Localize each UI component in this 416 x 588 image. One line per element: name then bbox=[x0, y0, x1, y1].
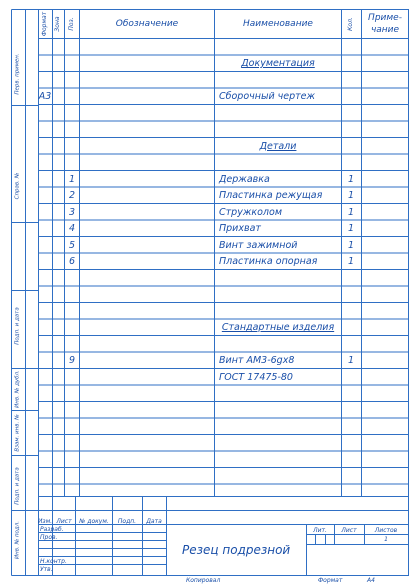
row-name: Пластинка опорная bbox=[219, 256, 318, 267]
row-pos: 2 bbox=[68, 190, 76, 201]
tb-role-developer: Разраб. bbox=[40, 526, 64, 533]
row-name: Винт зажимной bbox=[219, 239, 298, 251]
side-label-reference-no: Справ. № bbox=[14, 172, 21, 200]
row-qty: 1 bbox=[347, 355, 355, 366]
tb-header-sign: Подп. bbox=[117, 518, 137, 525]
row-format: А3 bbox=[38, 91, 52, 102]
footer-format-label: Формат bbox=[318, 577, 343, 584]
footer-copied: Копировал bbox=[186, 577, 221, 584]
header-designation: Обозначение bbox=[115, 19, 179, 29]
header-note-line1: Приме- bbox=[368, 13, 402, 23]
row-pos: 5 bbox=[68, 239, 76, 251]
row-name: Державка bbox=[219, 173, 270, 185]
header-format: Формат bbox=[41, 11, 48, 37]
header-qty: Кол. bbox=[347, 17, 354, 31]
row-qty: 1 bbox=[347, 206, 355, 218]
tb-header-date: Дата bbox=[146, 518, 162, 525]
header-zone: Зона bbox=[54, 16, 61, 32]
row-pos: 1 bbox=[68, 173, 76, 185]
tb-sheets-label: Листов bbox=[374, 527, 398, 534]
tb-header-doc-no: № докум. bbox=[79, 518, 109, 525]
row-name: Стружколом bbox=[219, 206, 282, 218]
section-heading: Документация bbox=[241, 58, 315, 69]
row-qty: 1 bbox=[347, 173, 355, 185]
row-pos: 4 bbox=[68, 223, 76, 234]
section-heading: Стандартные изделия bbox=[221, 322, 335, 333]
tb-header-sheet: Лист bbox=[56, 518, 72, 525]
header-note-line2: чание bbox=[370, 25, 400, 35]
tb-lit-label: Лит. bbox=[313, 527, 327, 534]
row-name: Прихват bbox=[219, 223, 261, 234]
side-label-orig-inv-no: Инв. № подл. bbox=[14, 521, 21, 559]
tb-sheets-value: 1 bbox=[384, 536, 388, 543]
header-pos: Поз. bbox=[68, 17, 75, 31]
tb-role-approved: Утв. bbox=[40, 566, 53, 573]
side-label-sign-date-1: Подп. и дата bbox=[14, 307, 21, 345]
row-name: Пластинка режущая bbox=[219, 190, 323, 201]
tb-role-norm-control: Н.контр. bbox=[40, 558, 67, 565]
header-name: Наименование bbox=[243, 19, 313, 29]
drawing-title: Резец подрезной bbox=[182, 543, 291, 557]
row-qty: 1 bbox=[347, 239, 355, 251]
footer-format-value: А4 bbox=[367, 577, 375, 584]
row-qty: 1 bbox=[347, 190, 355, 201]
row-qty: 1 bbox=[347, 223, 355, 234]
side-label-replace-inv-no: Взам. инв. № bbox=[14, 414, 21, 452]
row-pos: 3 bbox=[68, 206, 76, 218]
section-heading: Детали bbox=[259, 140, 297, 152]
row-name: Винт АМ3-6gх8 bbox=[219, 355, 295, 366]
tb-role-checker: Пров. bbox=[40, 534, 58, 541]
row-name: Сборочный чертеж bbox=[219, 91, 316, 102]
tb-header-change: Изм. bbox=[37, 518, 53, 525]
row-name: ГОСТ 17475-80 bbox=[219, 371, 293, 383]
row-pos: 9 bbox=[68, 355, 76, 366]
side-label-first-use: Перв. примен. bbox=[14, 53, 21, 95]
side-label-sign-date-2: Подп. и дата bbox=[14, 467, 21, 505]
tb-sheet-label: Лист bbox=[341, 527, 357, 534]
row-pos: 6 bbox=[68, 256, 76, 267]
row-qty: 1 bbox=[347, 256, 355, 267]
side-label-dup-inv-no: Инв. № дубл. bbox=[14, 370, 21, 408]
